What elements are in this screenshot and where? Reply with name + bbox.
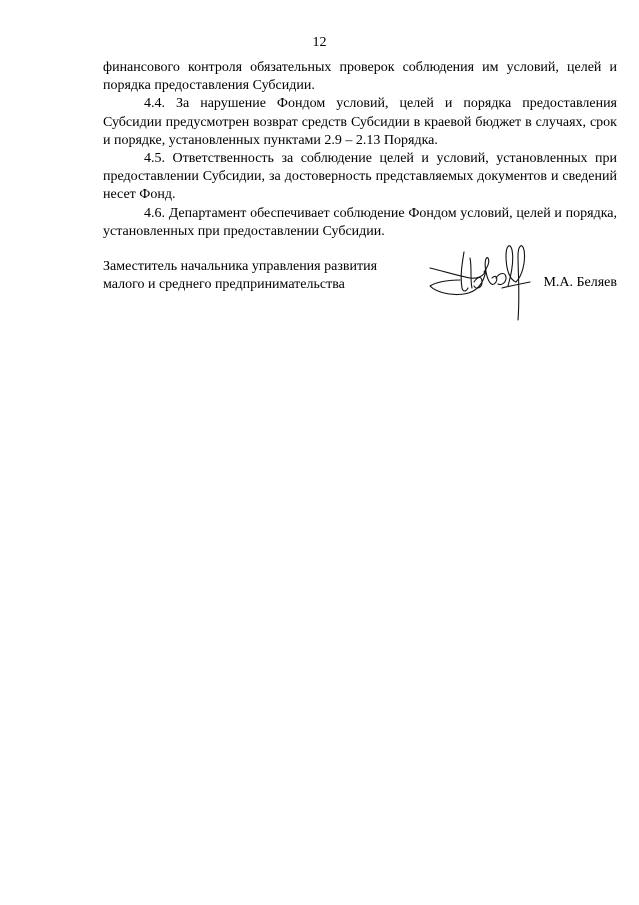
signatory-name: М.А. Беляев	[543, 275, 617, 290]
handwritten-signature	[426, 242, 536, 324]
paragraph-4-4: 4.4. За нарушение Фондом условий, целей и порядка предоставления Субсидии предусмотрен возврат средств Субсидии в краевой бюджет в случаях, срок и порядке, установленных пунктами 2.9 – 2.13 Порядка.	[103, 96, 617, 148]
paragraph-continuation: финансового контроля обязательных проверок соблюдения им условий, целей и порядка предоставления Субсидии.	[103, 60, 617, 94]
signatory-position-line-2: малого и среднего предпринимательства	[103, 277, 345, 292]
signatory-position-line-1: Заместитель начальника управления развития	[103, 259, 378, 274]
page-number: 12	[312, 35, 327, 50]
paragraph-4-6: 4.6. Департамент обеспечивает соблюдение Фондом условий, целей и порядка, установленных при предоставлении Субсидии.	[103, 205, 617, 239]
paragraph-4-5: 4.5. Ответственность за соблюдение целей и условий, установленных при предоставлении Субсидии, за достоверность представляемых документов и сведений несет Фонд.	[103, 151, 617, 203]
signatory-position	[103, 258, 377, 294]
signature-block	[103, 258, 617, 328]
body-text	[103, 59, 617, 241]
